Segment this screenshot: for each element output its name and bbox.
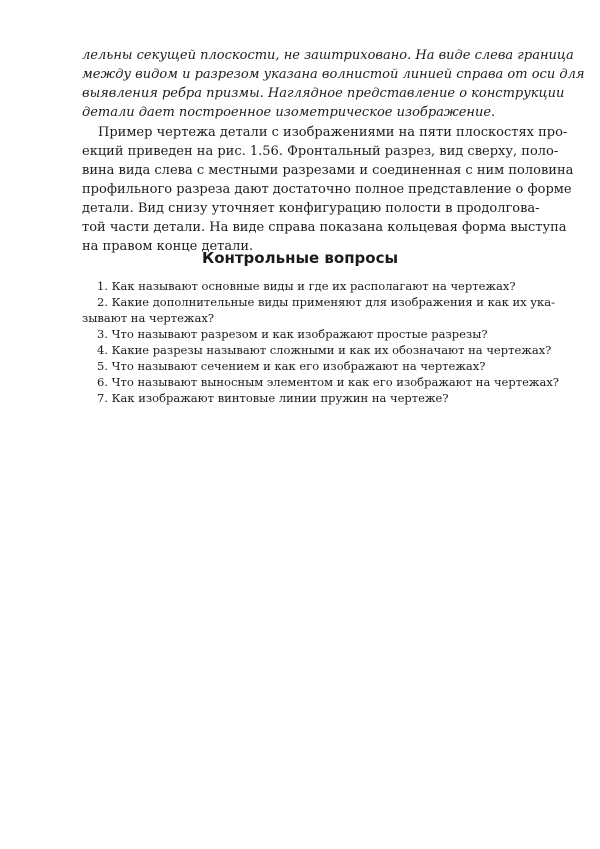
section-heading: Контрольные вопросы	[201, 249, 399, 267]
paragraph-line: профильного разреза дают достаточно полное представление о форме	[82, 182, 572, 197]
question-item: 6. Что называют выносным элементом и как его изображают на чертежах?	[97, 375, 559, 389]
question-item: 7. Как изображают винтовые линии пружин на чертеже?	[97, 391, 449, 405]
paragraph-line: вина вида слева с местными разрезами и соединенная с ним половина	[82, 163, 574, 178]
paragraph-line: той части детали. На виде справа показана кольцевая форма выступа	[82, 220, 567, 235]
paragraph-line: между видом и разрезом указана волнистой линией справа от оси для	[82, 67, 585, 82]
paragraph-line: на правом конце детали.	[82, 239, 254, 254]
paragraph-line: екций приведен на рис. 1.56. Фронтальный разрез, вид сверху, поло-	[82, 144, 559, 159]
question-item: 2. Какие дополнительные виды применяют для изображения и как их ука-	[97, 295, 555, 309]
question-item: зывают на чертежах?	[82, 311, 214, 325]
paragraph-line: лельны секущей плоскости, не заштриховано. На виде слева граница	[82, 48, 574, 63]
paragraph-line: выявления ребра призмы. Наглядное представление о конструкции	[82, 86, 565, 101]
question-item: 1. Как называют основные виды и где их располагают на чертежах?	[97, 279, 516, 293]
question-item: 5. Что называют сечением и как его изображают на чертежах?	[97, 359, 486, 373]
paragraph-line: Пример чертежа детали с изображениями на пяти плоскостях про-	[98, 125, 568, 140]
paragraph-line: детали. Вид снизу уточняет конфигурацию полости в продолговa-	[82, 201, 540, 216]
question-item: 3. Что называют разрезом и как изображают простые разрезы?	[97, 327, 488, 341]
paragraph-line: детали дает построенное изометрическое изображение.	[82, 105, 496, 120]
question-item: 4. Какие разрезы называют сложными и как их обозначают на чертежах?	[97, 343, 552, 357]
